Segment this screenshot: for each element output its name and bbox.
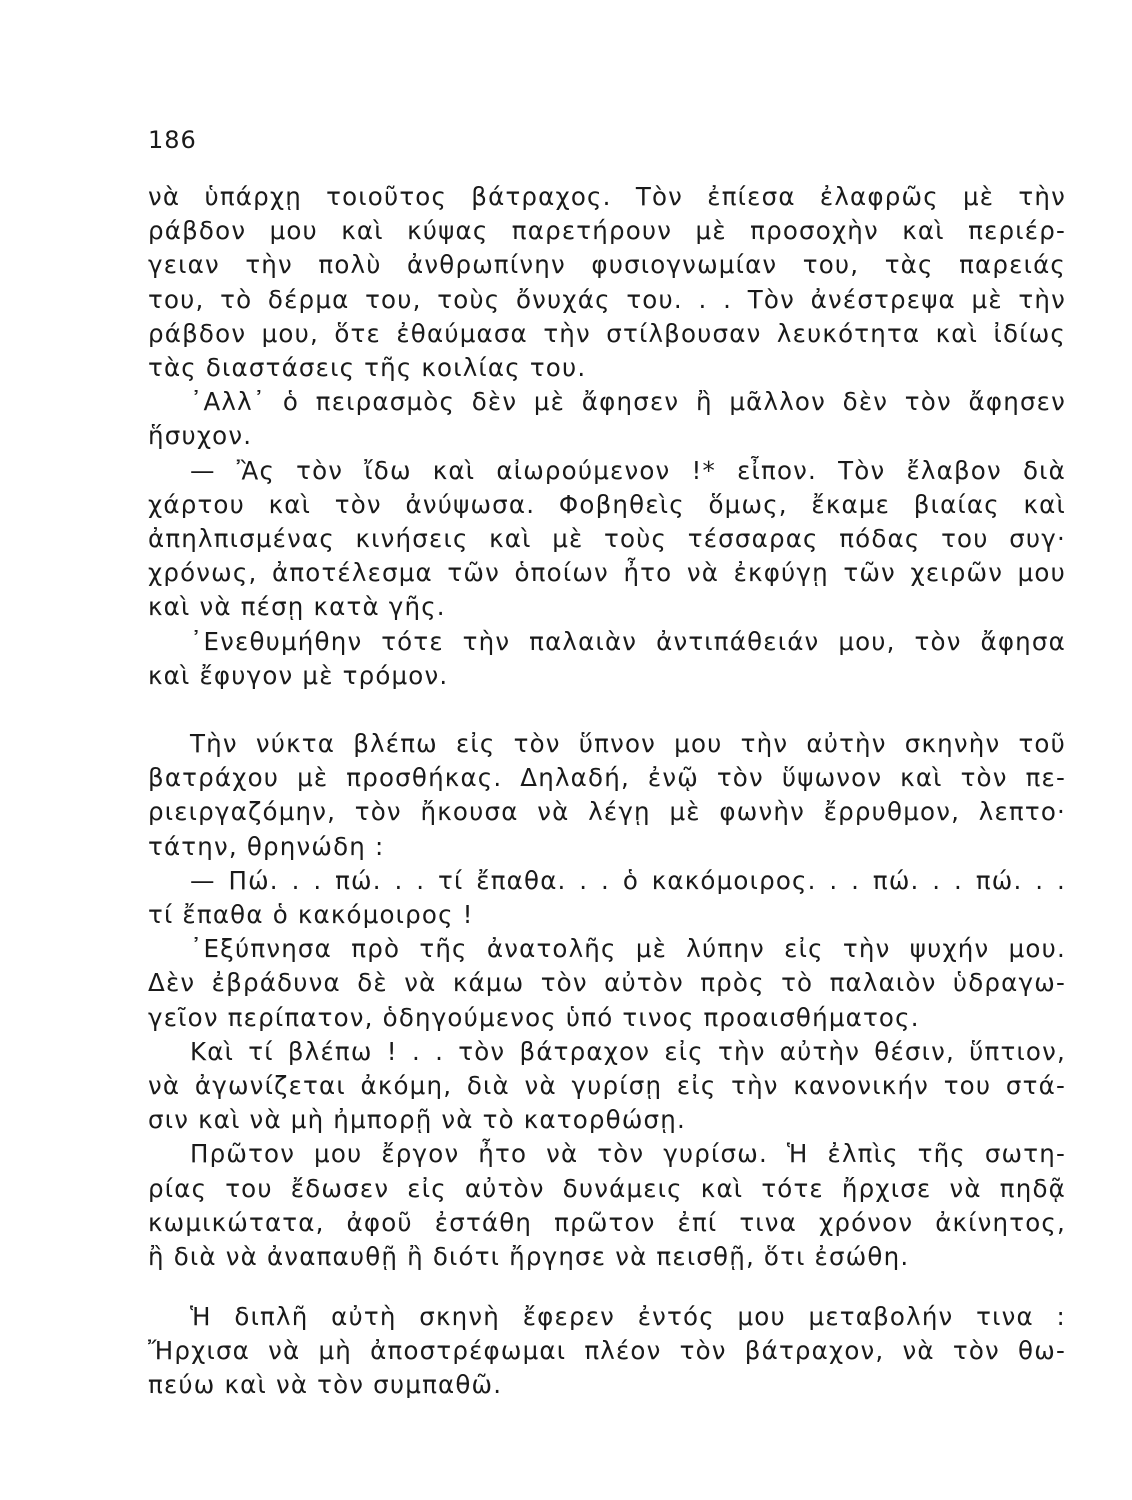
- text-line: Καὶ τί βλέπω ! . . τὸν βάτραχον εἰς τὴν αὐτὴν θέσιν, ὕπτιον,: [190, 1036, 1066, 1066]
- paragraph-block-1: [148, 180, 1066, 693]
- text-line: πεύω καὶ νὰ τὸν συμπαθῶ.: [148, 1370, 503, 1400]
- text-line: ᾿Ενεθυμήθην τότε τὴν παλαιὰν ἀντιπάθειάν μου, τὸν ἄφησα: [190, 626, 1066, 656]
- text-line: γειαν τὴν πολὺ ἀνθρωπίνην φυσιογνωμίαν του, τὰς παρειάς: [148, 250, 1066, 280]
- text-line: — Πώ. . . πώ. . . τί ἔπαθα. . . ὁ κακόμοιρος. . . πώ. . . πώ. . .: [190, 865, 1066, 895]
- text-line: ράβδον μου, ὅτε ἐθαύμασα τὴν στίλβουσαν λευκότητα καὶ ἰδίως: [148, 318, 1066, 348]
- page-number: 186: [148, 126, 197, 154]
- text-line: σιν καὶ νὰ μὴ ἠμπορῇ νὰ τὸ κατορθώσῃ.: [148, 1105, 686, 1135]
- text-line: χάρτου καὶ τὸν ἀνύψωσα. Φοβηθεὶς ὅμως, ἔκαμε βιαίας καὶ: [148, 489, 1066, 519]
- text-line: ράβδον μου καὶ κύψας παρετήρουν μὲ προσοχὴν καὶ περιέρ-: [148, 216, 1066, 246]
- text-line: νὰ ἀγωνίζεται ἀκόμη, διὰ νὰ γυρίσῃ εἰς τὴν κανονικήν του στά-: [148, 1071, 1066, 1101]
- text-line: ᾿Αλλ᾿ ὁ πειρασμὸς δὲν μὲ ἄφησεν ἢ μᾶλλον δὲν τὸν ἄφησεν: [190, 387, 1066, 417]
- text-line: κωμικώτατα, ἀφοῦ ἐστάθη πρῶτον ἐπί τινα χρόνον ἀκίνητος,: [148, 1207, 1066, 1237]
- text-line: Τὴν νύκτα βλέπω εἰς τὸν ὕπνον μου τὴν αὐτὴν σκηνὴν τοῦ: [190, 729, 1066, 758]
- text-line: τὰς διαστάσεις τῆς κοιλίας του.: [148, 353, 587, 383]
- text-line: τί ἔπαθα ὁ κακόμοιρος !: [148, 900, 474, 930]
- text-line: Ἡ διπλῆ αὐτὴ σκηνὴ ἔφερεν ἐντός μου μεταβολήν τινα :: [190, 1302, 1066, 1331]
- text-line: του, τὸ δέρμα του, τοὺς ὄνυχάς του. . . Τὸν ἀνέστρεψα μὲ τὴν: [148, 284, 1066, 314]
- text-line: βατράχου μὲ προσθήκας. Δηλαδή, ἐνῷ τὸν ὕψωνον καὶ τὸν πε-: [148, 763, 1066, 793]
- text-line: Δὲν ἐβράδυνα δὲ νὰ κάμω τὸν αὐτὸν πρὸς τὸ παλαιὸν ὑδραγω-: [148, 968, 1066, 998]
- text-line: τάτην, θρηνώδη :: [148, 831, 385, 861]
- text-line: ἥσυχον.: [148, 421, 253, 451]
- text-line: νὰ ὑπάρχῃ τοιοῦτος βάτραχος. Τὸν ἐπίεσα ἐλαφρῶς μὲ τὴν: [148, 182, 1066, 211]
- text-line: γεῖον περίπατον, ὁδηγούμενος ὑπό τινος προαισθήματος.: [148, 1002, 920, 1032]
- text-line: καὶ νὰ πέσῃ κατὰ γῆς.: [148, 592, 446, 622]
- text-line: ἀπηλπισμένας κινήσεις καὶ μὲ τοὺς τέσσαρας πόδας του συγ·: [148, 524, 1066, 554]
- text-line: — Ἂς τὸν ἴδω καὶ αἰωρούμενον !* εἶπον. Τὸν ἔλαβον διὰ: [190, 455, 1066, 485]
- text-line: Πρῶτον μου ἔργον ἦτο νὰ τὸν γυρίσω. Ἡ ἐλπὶς τῆς σωτη-: [190, 1139, 1066, 1169]
- paragraph-block-2: [148, 727, 1066, 1274]
- paragraph-block-3: [148, 1300, 1066, 1403]
- text-line: ρίας του ἔδωσεν εἰς αὐτὸν δυνάμεις καὶ τότε ἤρχισε νὰ πηδᾷ: [148, 1173, 1066, 1203]
- text-line: ᾿Εξύπνησα πρὸ τῆς ἀνατολῆς μὲ λύπην εἰς τὴν ψυχήν μου.: [190, 934, 1066, 964]
- text-line: Ἤρχισα νὰ μὴ ἀποστρέφωμαι πλέον τὸν βάτραχον, νὰ τὸν θω-: [148, 1336, 1066, 1366]
- text-line: χρόνως, ἀποτέλεσμα τῶν ὁποίων ἦτο νὰ ἐκφύγῃ τῶν χειρῶν μου: [148, 558, 1066, 588]
- text-line: ἢ διὰ νὰ ἀναπαυθῇ ἢ διότι ἤργησε νὰ πεισθῇ, ὅτι ἐσώθη.: [148, 1242, 910, 1272]
- text-line: καὶ ἔφυγον μὲ τρόμον.: [148, 660, 449, 690]
- text-line: ριειργαζόμην, τὸν ἤκουσα νὰ λέγῃ μὲ φωνὴν ἔρρυθμον, λεπτο·: [148, 797, 1066, 827]
